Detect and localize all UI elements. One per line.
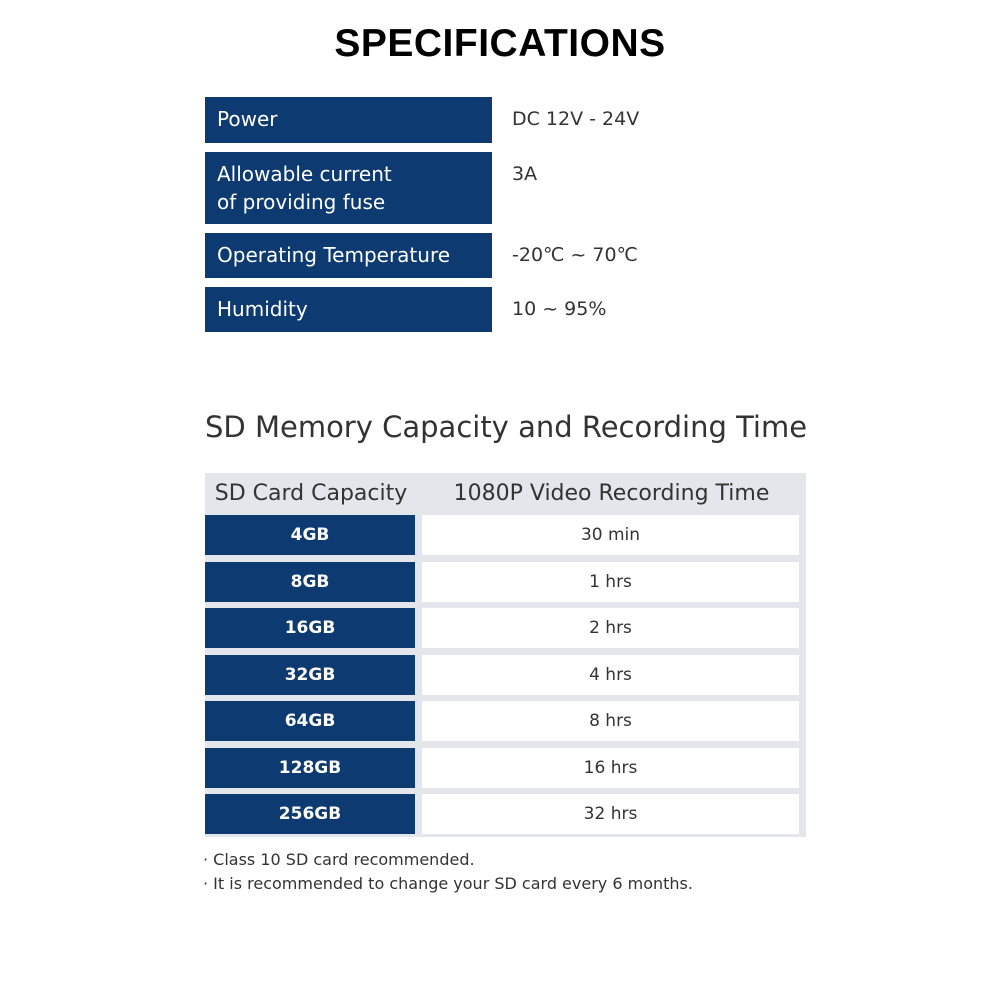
time-cell: 2 hrs [422, 608, 799, 648]
sd-section-heading: SD Memory Capacity and Recording Time [205, 410, 808, 444]
spec-label: Operating Temperature [205, 233, 492, 278]
capacity-cell: 8GB [205, 562, 415, 602]
table-row [205, 608, 806, 648]
spec-value: DC 12V - 24V [512, 108, 640, 130]
spec-value: 3A [512, 163, 538, 185]
spec-table [205, 97, 805, 341]
notes [203, 848, 693, 896]
note-class10: · Class 10 SD card recommended. [203, 850, 475, 869]
spec-row-temperature [205, 233, 805, 278]
capacity-cell: 64GB [205, 701, 415, 741]
capacity-cell: 32GB [205, 655, 415, 695]
table-row [205, 515, 806, 555]
spec-row-humidity [205, 287, 805, 332]
table-row [205, 794, 806, 834]
spec-label: Power [205, 97, 492, 143]
capacity-cell: 4GB [205, 515, 415, 555]
time-cell: 1 hrs [422, 562, 799, 602]
spec-value: 10 ~ 95% [512, 298, 607, 320]
spec-label: Humidity [205, 287, 492, 332]
capacity-cell: 16GB [205, 608, 415, 648]
page-title: SPECIFICATIONS [334, 22, 666, 65]
capacity-cell: 256GB [205, 794, 415, 834]
table-row [205, 748, 806, 788]
table-row [205, 655, 806, 695]
time-cell: 8 hrs [422, 701, 799, 741]
spec-value: -20℃ ~ 70℃ [512, 244, 638, 266]
table-row [205, 701, 806, 741]
capacity-cell: 128GB [205, 748, 415, 788]
time-cell: 32 hrs [422, 794, 799, 834]
header-capacity: SD Card Capacity [214, 480, 408, 506]
note-change-card: · It is recommended to change your SD card every 6 months. [203, 874, 693, 893]
header-recording-time: 1080P Video Recording Time [453, 480, 770, 506]
table-row [205, 562, 806, 602]
spec-row-fuse [205, 152, 805, 224]
sd-table [205, 473, 806, 837]
sd-table-header [205, 473, 806, 513]
time-cell: 4 hrs [422, 655, 799, 695]
spec-label: Allowable current of providing fuse [205, 152, 492, 224]
spec-row-power [205, 97, 805, 143]
sd-rows [205, 515, 806, 841]
time-cell: 16 hrs [422, 748, 799, 788]
time-cell: 30 min [422, 515, 799, 555]
